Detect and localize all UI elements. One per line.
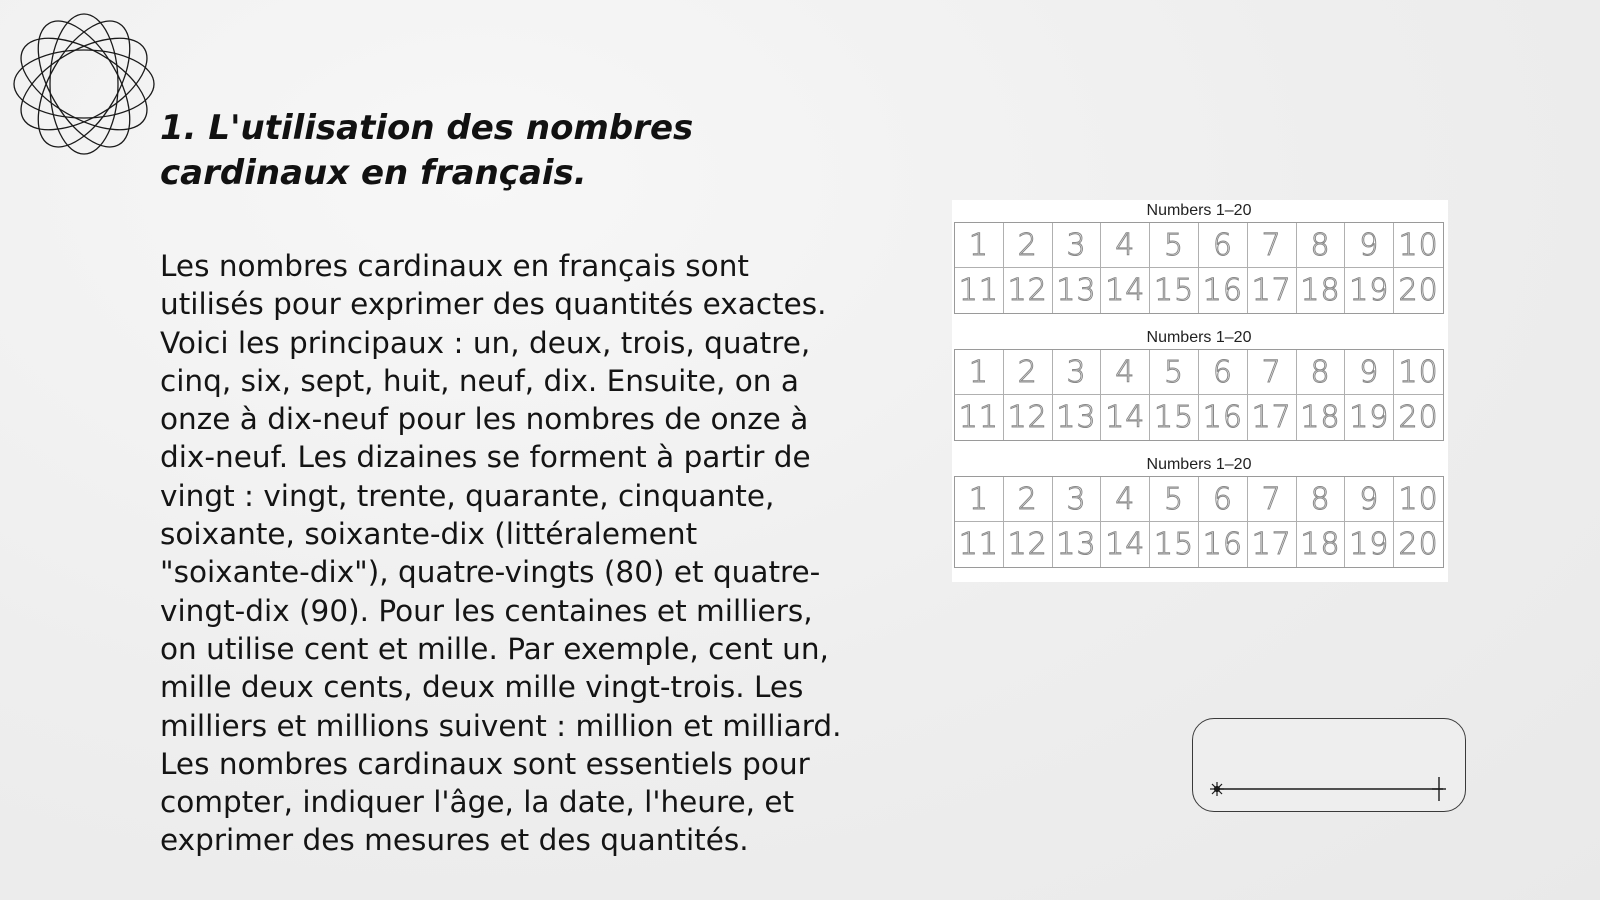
tracing-digit: 16 [1199, 395, 1248, 440]
tracing-digit: 14 [1101, 522, 1150, 567]
worksheet-grid [954, 222, 1444, 314]
tracing-digit: 2 [1004, 350, 1053, 395]
tracing-digit: 20 [1398, 400, 1439, 435]
tracing-digit: 18 [1297, 268, 1346, 313]
tracing-digit: 8 [1297, 223, 1346, 268]
tracing-digit: 7 [1248, 350, 1297, 395]
worksheet-block-title: Numbers 1–20 [1146, 329, 1252, 346]
tracing-digit: 18 [1297, 522, 1346, 567]
worksheet-block-1 [954, 200, 1444, 314]
tracing-digit: 14 [1101, 268, 1150, 313]
tracing-digit: 10 [1394, 350, 1443, 395]
tracing-digit: 1 [955, 350, 1004, 395]
tracing-digit: 7 [1248, 223, 1297, 268]
tracing-digit: 17 [1248, 268, 1297, 313]
tracing-digit: 11 [955, 268, 1004, 313]
tracing-digit: 4 [1101, 223, 1150, 268]
tracing-digit: 12 [1004, 522, 1053, 567]
tracing-digit: 5 [1150, 477, 1199, 522]
tracing-digit: 10 [1394, 477, 1443, 522]
tracing-digit: 5 [1150, 223, 1199, 268]
tracing-digit: 13 [1053, 395, 1102, 440]
tracing-digit: 20 [1398, 273, 1439, 308]
tracing-digit: 8 [1297, 350, 1346, 395]
worksheet-block-3 [954, 454, 1444, 568]
tracing-digit: 16 [1199, 522, 1248, 567]
tracing-digit: 17 [1248, 522, 1297, 567]
tracing-digit: 11 [955, 395, 1004, 440]
tracing-digit: 3 [1053, 477, 1102, 522]
worksheet-block-2 [954, 327, 1444, 441]
tracing-digit: 1 [955, 223, 1004, 268]
tracing-digit: 4 [1101, 477, 1150, 522]
tracing-digit: 6 [1199, 223, 1248, 268]
tracing-digit: 20 [1398, 527, 1439, 562]
tracing-digit: 8 [1297, 477, 1346, 522]
tracing-digit: 15 [1150, 395, 1199, 440]
tracing-digit: 5 [1150, 350, 1199, 395]
starburst-icon [1210, 782, 1224, 796]
tracing-digit: 16 [1199, 268, 1248, 313]
slide-body-text: Les nombres cardinaux en français sont utilisés pour exprimer des quantités exactes. Voici les principaux : un, deux, trois, quatre, cinq, six, sept, huit, neuf, dix. Ensuite, on a onze à dix-neuf pour les nombres de onze à dix-neuf. Les dizaines se forment à partir de vingt : vingt, trente, quarante, cinquante, soixante, soixante-dix (littéralement "soixante-dix"), quatre-vingts (80) et quatre-vingt-dix (90). Pour les centaines et milliers, on utilise cent et mille. Par exemple, cent un, mille deux cents, deux mille vingt-trois. Les milliers et millions suivent : million et milliard. Les nombres cardinaux sont essentiels pour compter, indiquer l'âge, la date, l'heure, et exprimer des mesures et des quantités. [160, 249, 842, 858]
tracing-digit: 6 [1199, 477, 1248, 522]
tracing-digit: 10 [1394, 223, 1443, 268]
worksheet-block-title: Numbers 1–20 [1146, 456, 1252, 473]
decorative-timeline-box [1192, 718, 1466, 812]
tracing-digit: 4 [1101, 350, 1150, 395]
tracing-digit: 3 [1053, 223, 1102, 268]
tracing-digit: 12 [1004, 268, 1053, 313]
tracing-digit: 15 [1150, 522, 1199, 567]
tracing-digit: 15 [1150, 268, 1199, 313]
worksheet-block-title: Numbers 1–20 [1146, 202, 1252, 219]
tracing-digit: 17 [1248, 395, 1297, 440]
worksheet-grid [954, 349, 1444, 441]
timeline-line [1193, 719, 1465, 811]
tracing-digit: 2 [1004, 223, 1053, 268]
tracing-digit: 2 [1004, 477, 1053, 522]
tracing-digit: 11 [955, 522, 1004, 567]
tracing-digit: 13 [1053, 522, 1102, 567]
tracing-digit: 14 [1101, 395, 1150, 440]
tracing-digit: 12 [1004, 395, 1053, 440]
tracing-digit: 7 [1248, 477, 1297, 522]
spirograph-ornament-icon [10, 10, 158, 158]
tracing-digit: 19 [1345, 395, 1394, 440]
tracing-digit: 18 [1297, 395, 1346, 440]
tracing-digit: 1 [955, 477, 1004, 522]
tracing-digit: 13 [1053, 268, 1102, 313]
tracing-digit: 6 [1199, 350, 1248, 395]
tracing-digit: 9 [1345, 477, 1394, 522]
worksheet-grid [954, 476, 1444, 568]
tracing-digit: 19 [1345, 268, 1394, 313]
tracing-digit: 9 [1345, 350, 1394, 395]
numbers-worksheet-image [952, 200, 1448, 582]
slide-title: 1. L'utilisation des nombres cardinaux en français. [160, 108, 694, 193]
tracing-digit: 19 [1345, 522, 1394, 567]
sparkle-icon [1432, 777, 1446, 801]
tracing-digit: 9 [1345, 223, 1394, 268]
tracing-digit: 3 [1053, 350, 1102, 395]
